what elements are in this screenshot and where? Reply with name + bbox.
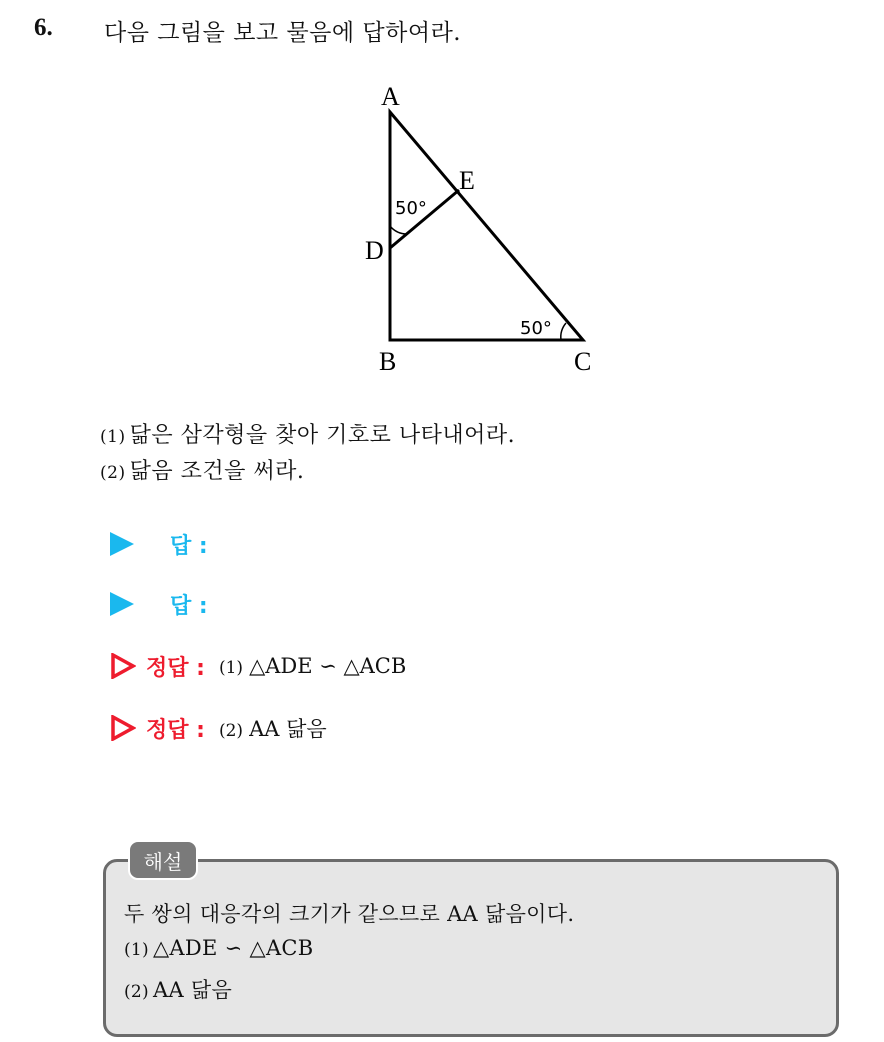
- outline-arrow-icon: [110, 653, 136, 679]
- explanation-line-1: [124, 898, 574, 928]
- explanation-line-2: [124, 936, 314, 960]
- answer-label: 답 :: [170, 593, 208, 619]
- question-text: 다음 그림을 보고 물음에 답하여라.: [104, 20, 462, 46]
- label-a: A: [381, 82, 400, 111]
- answer-text: AA 닮음: [249, 717, 327, 741]
- subquestion-text: 닮음 조건을 써라.: [129, 459, 305, 484]
- subquestion-text: 닮은 삼각형을 찾아 기호로 나타내어라.: [129, 423, 516, 448]
- explanation-text: AA 닮음: [152, 978, 233, 1002]
- explanation-number: (1): [124, 940, 149, 960]
- explanation-tab: 해설: [128, 840, 198, 880]
- answer-text: △ADE ∽ △ACB: [249, 654, 407, 678]
- correct-answer-2: [110, 710, 327, 746]
- correct-answer-value: [219, 654, 406, 678]
- angle-arc-c: [561, 323, 566, 340]
- triangle-abc: [390, 112, 583, 340]
- subquestion-number: (2): [100, 463, 126, 483]
- answer-number: (1): [218, 658, 244, 678]
- play-arrow-icon: [110, 592, 134, 616]
- label-e: E: [459, 166, 475, 195]
- explanation-text: △ADE ∽ △ACB: [152, 936, 314, 960]
- correct-answer-label: 정답 :: [146, 717, 205, 743]
- label-b: B: [379, 347, 397, 376]
- correct-answer-value: [219, 713, 327, 743]
- correct-answer-label: 정답 :: [146, 655, 205, 681]
- label-d: D: [365, 236, 384, 265]
- question-number: 6.: [34, 14, 53, 41]
- angle-arc-d: [390, 226, 407, 234]
- angle-label-d: 50°: [395, 198, 427, 219]
- triangle-figure: [350, 78, 620, 378]
- label-c: C: [574, 347, 592, 376]
- play-arrow-icon: [110, 532, 134, 556]
- answer-number: (2): [218, 721, 244, 741]
- subquestion-number: (1): [100, 427, 126, 447]
- angle-label-c: 50°: [520, 318, 552, 339]
- explanation-line-3: [124, 974, 232, 1004]
- answer-label: 답 :: [170, 533, 208, 559]
- answer-prompt-2: [110, 586, 208, 622]
- subquestion-1: [100, 418, 515, 449]
- correct-answer-1: [110, 648, 406, 684]
- explanation-text: 두 쌍의 대응각의 크기가 같으므로 AA 닮음이다.: [124, 902, 575, 926]
- explanation-number: (2): [124, 982, 149, 1002]
- answer-prompt-1: [110, 526, 208, 562]
- subquestion-2: [100, 454, 304, 485]
- outline-arrow-icon: [110, 715, 136, 741]
